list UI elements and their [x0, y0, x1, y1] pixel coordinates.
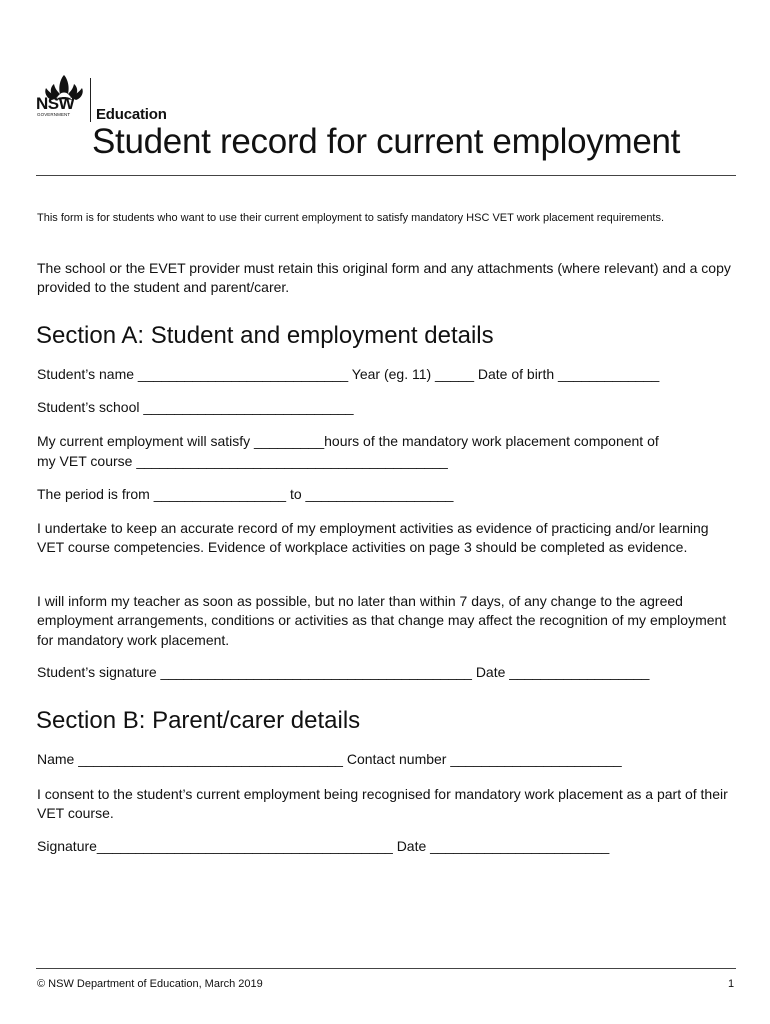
section-b-heading: Section B: Parent/carer details	[36, 707, 361, 734]
parent-name-field[interactable]: Name __________________________________ Contact number ______________________	[37, 751, 622, 767]
student-signature-field[interactable]: Student’s signature ________________________________________ Date __________________	[37, 664, 650, 680]
employment-hours-field[interactable]: My current employment will satisfy _________hours of the mandatory work placement component of	[37, 433, 659, 449]
retain-notice: The school or the EVET provider must retain this original form and any attachments (where relevant) and a copy provided to the student and parent/carer.	[37, 260, 731, 295]
inform-statement: I will inform my teacher as soon as possible, but no later than within 7 days, of any change to the agreed employment arrangements, conditions or activities as that change may affect the recognition of my employment for mandatory work placement.	[37, 593, 727, 648]
consent-statement: I consent to the student’s current employment being recognised for mandatory work placement as a part of their VET course.	[37, 786, 728, 822]
intro-note: This form is for students who want to use their current employment to satisfy mandatory HSC VET work placement requirements.	[37, 212, 665, 224]
page-title: Student record for current employment	[92, 122, 681, 161]
header-divider	[36, 175, 736, 176]
nsw-wordmark: NSW	[36, 94, 75, 113]
nsw-government-logo	[36, 72, 92, 120]
department-label: Education	[96, 106, 167, 123]
undertake-statement: I undertake to keep an accurate record of my employment activities as evidence of practicing and/or learning VET course competencies. Evidence of workplace activities on page 3 should be completed as evidence.	[37, 520, 709, 556]
logo-divider	[90, 78, 91, 122]
section-a-heading: Section A: Student and employment details	[36, 322, 494, 349]
page-number: 1	[728, 978, 735, 990]
vet-course-field[interactable]: my VET course ________________________________________	[37, 453, 448, 469]
footer-divider	[36, 968, 736, 969]
footer-copyright: © NSW Department of Education, March 2019	[37, 978, 263, 990]
parent-signature-field[interactable]: Signature______________________________________ Date _______________________	[37, 838, 610, 854]
student-school-field[interactable]: Student’s school ___________________________	[37, 399, 354, 415]
government-label: GOVERNMENT	[37, 112, 71, 117]
student-name-field[interactable]: Student’s name ___________________________ Year (eg. 11) _____ Date of birth _____________	[37, 366, 660, 382]
period-field[interactable]: The period is from _________________ to ___________________	[37, 486, 454, 502]
